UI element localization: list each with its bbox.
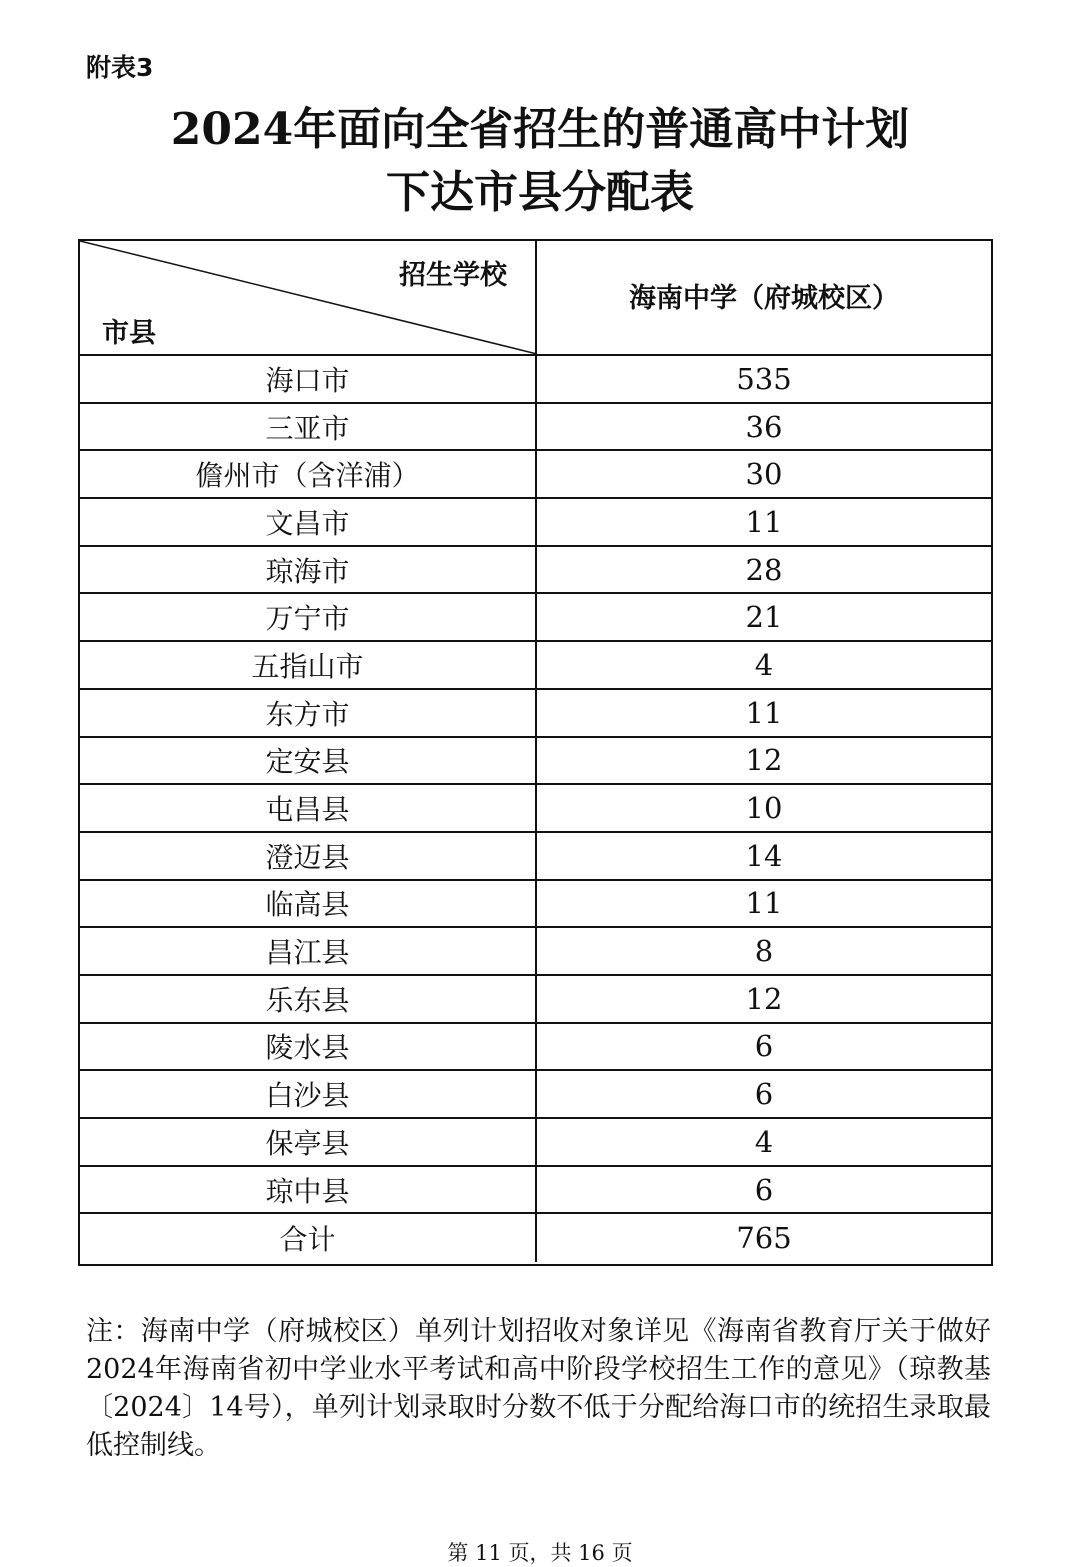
appendix-label: 附表3: [86, 53, 154, 82]
allocation-value-cell: 765: [736, 1221, 792, 1256]
county-name-cell: 东方市: [80, 690, 537, 736]
table-row: [80, 356, 991, 404]
county-name-cell: 白沙县: [80, 1071, 537, 1117]
allocation-value-cell: 14: [745, 838, 783, 873]
county-name-cell: 儋州市（含洋浦）: [80, 451, 537, 497]
county-name-cell: 三亚市: [80, 404, 537, 450]
allocation-value-cell: 11: [745, 504, 783, 539]
county-name-cell: 合计: [80, 1214, 537, 1262]
page-number: 第 11 页，共 16 页: [447, 1541, 633, 1565]
county-name-cell: 琼中县: [80, 1167, 537, 1213]
allocation-value-cell: 6: [754, 1172, 774, 1207]
page-title-line-2: 下达市县分配表: [386, 167, 694, 218]
allocation-value-cell: 12: [745, 743, 783, 778]
table-row: [80, 881, 991, 929]
header-county-label: 市县: [102, 318, 156, 349]
table-row: [80, 1024, 991, 1072]
county-name-cell: 保亭县: [80, 1119, 537, 1165]
header-school-label: 招生学校: [399, 260, 507, 291]
allocation-value-cell: 10: [745, 791, 783, 826]
county-name-cell: 屯昌县: [80, 785, 537, 831]
column-header-school: 海南中学（府城校区）: [629, 283, 899, 314]
table-total-row: [80, 1214, 991, 1262]
county-name-cell: 文昌市: [80, 499, 537, 545]
table-row: [80, 928, 991, 976]
allocation-value-cell: 4: [754, 647, 774, 682]
allocation-value-cell: 30: [745, 457, 783, 492]
allocation-value-cell: 21: [745, 600, 783, 635]
allocation-value-cell: 6: [754, 1029, 774, 1064]
diagonal-header-cell: [80, 241, 537, 354]
table-row: [80, 642, 991, 690]
table-row: [80, 785, 991, 833]
allocation-value-cell: 11: [745, 695, 783, 730]
allocation-table: [78, 239, 993, 1266]
table-row: [80, 1071, 991, 1119]
allocation-value-cell: 4: [754, 1124, 774, 1159]
allocation-value-cell: 11: [745, 886, 783, 921]
county-name-cell: 澄迈县: [80, 833, 537, 879]
county-name-cell: 乐东县: [80, 976, 537, 1022]
allocation-value-cell: 12: [745, 981, 783, 1016]
table-row: [80, 594, 991, 642]
allocation-value-cell: 8: [754, 934, 774, 969]
allocation-value-cell: 535: [736, 361, 792, 396]
county-name-cell: 陵水县: [80, 1024, 537, 1070]
allocation-value-cell: 36: [745, 409, 783, 444]
table-row: [80, 1167, 991, 1215]
table-row: [80, 499, 991, 547]
county-name-cell: 昌江县: [80, 928, 537, 974]
county-name-cell: 五指山市: [80, 642, 537, 688]
table-row: [80, 976, 991, 1024]
table-row: [80, 833, 991, 881]
county-name-cell: 琼海市: [80, 547, 537, 593]
page-title-line-1: 2024年面向全省招生的普通高中计划: [170, 104, 910, 155]
county-name-cell: 万宁市: [80, 594, 537, 640]
table-body: [80, 356, 991, 1262]
table-header: [80, 241, 991, 356]
county-name-cell: 定安县: [80, 738, 537, 784]
table-row: [80, 738, 991, 786]
table-row: [80, 690, 991, 738]
footnote: 注：海南中学（府城校区）单列计划招收对象详见《海南省教育厅关于做好2024年海南省初中学业水平考试和高中阶段学校招生工作的意见》（琼教基〔2024〕14号），单列计划录取时分数不低于分配给海口市的统招生录取最低控制线。: [86, 1316, 991, 1461]
table-row: [80, 547, 991, 595]
county-name-cell: 临高县: [80, 881, 537, 927]
table-row: [80, 1119, 991, 1167]
table-row: [80, 404, 991, 452]
allocation-value-cell: 6: [754, 1077, 774, 1112]
allocation-value-cell: 28: [745, 552, 783, 587]
table-row: [80, 451, 991, 499]
county-name-cell: 海口市: [80, 356, 537, 402]
